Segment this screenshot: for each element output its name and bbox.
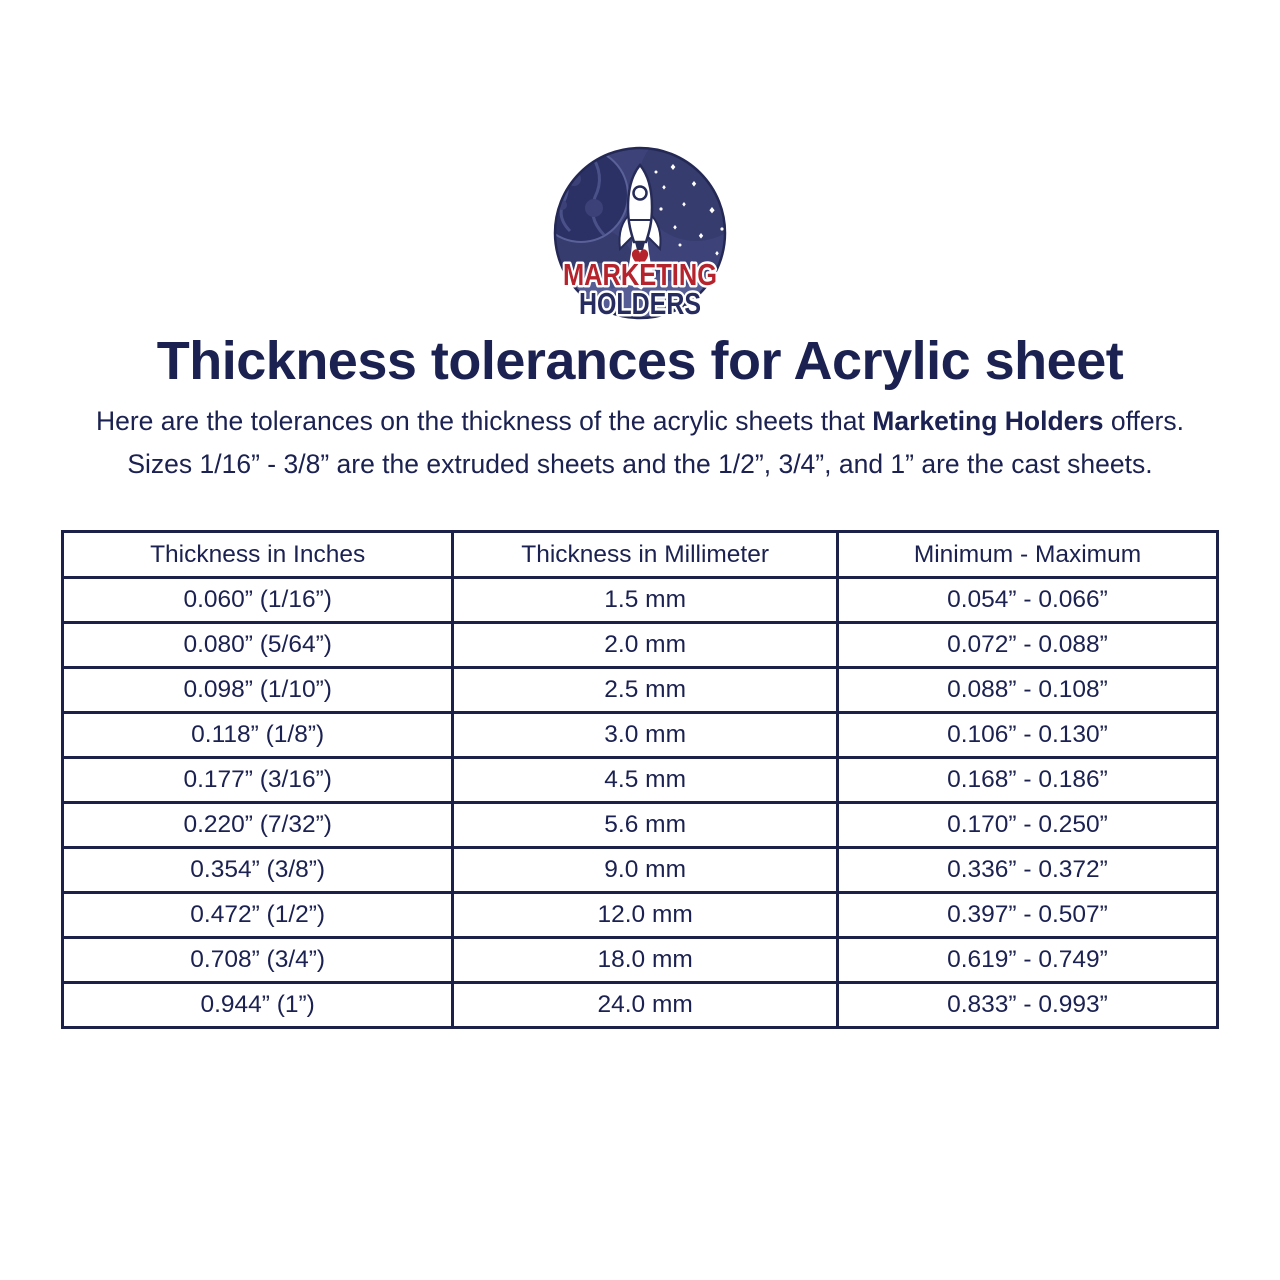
table-cell: 4.5 mm: [453, 758, 838, 803]
table-cell: 0.177” (3/16”): [63, 758, 453, 803]
table-row: [63, 893, 1218, 938]
table-cell: 0.354” (3/8”): [63, 848, 453, 893]
table-cell: 9.0 mm: [453, 848, 838, 893]
table-cell: 0.118” (1/8”): [63, 713, 453, 758]
column-header-min-max: Minimum - Maximum: [837, 532, 1217, 578]
table-row: [63, 938, 1218, 983]
table-row: [63, 758, 1218, 803]
table-cell: 0.098” (1/10”): [63, 668, 453, 713]
table-cell: 0.060” (1/16”): [63, 578, 453, 623]
logo: [0, 145, 1280, 325]
table-cell: 24.0 mm: [453, 983, 838, 1028]
table-cell: 0.944” (1”): [63, 983, 453, 1028]
table-cell: 0.708” (3/4”): [63, 938, 453, 983]
table-cell: 2.5 mm: [453, 668, 838, 713]
column-header-inches: Thickness in Inches: [63, 532, 453, 578]
rocket-planet-logo-icon: [544, 145, 736, 325]
table-row: [63, 668, 1218, 713]
table-row: [63, 578, 1218, 623]
table-row: [63, 623, 1218, 668]
intro-line1-prefix: Here are the tolerances on the thickness of the acrylic sheets that: [95, 406, 873, 436]
tolerance-table: [61, 530, 1219, 1029]
table-cell: 0.397” - 0.507”: [837, 893, 1217, 938]
table-cell: 0.106” - 0.130”: [837, 713, 1217, 758]
table-cell: 0.080” (5/64”): [63, 623, 453, 668]
table-cell: 0.220” (7/32”): [63, 803, 453, 848]
table-cell: 0.619” - 0.749”: [837, 938, 1217, 983]
table-row: [63, 713, 1218, 758]
table-cell: 12.0 mm: [453, 893, 838, 938]
table-cell: 0.833” - 0.993”: [837, 983, 1217, 1028]
column-header-millimeter: Thickness in Millimeter: [453, 532, 838, 578]
intro-line1-suffix: offers.: [1103, 406, 1184, 436]
table-row: [63, 983, 1218, 1028]
intro-brand-bold: Marketing Holders: [872, 406, 1104, 436]
table-cell: 5.6 mm: [453, 803, 838, 848]
table-cell: 3.0 mm: [453, 713, 838, 758]
table-cell: 0.170” - 0.250”: [837, 803, 1217, 848]
page-title: Thickness tolerances for Acrylic sheet: [156, 331, 1124, 391]
table-cell: 18.0 mm: [453, 938, 838, 983]
table-cell: 2.0 mm: [453, 623, 838, 668]
table-cell: 0.072” - 0.088”: [837, 623, 1217, 668]
table-cell: 0.336” - 0.372”: [837, 848, 1217, 893]
table-header-row: [63, 532, 1218, 578]
intro-paragraph: [0, 400, 1280, 486]
logo-wordmark-marketing: MARKETING: [563, 257, 717, 292]
table-row: [63, 803, 1218, 848]
table-cell: 1.5 mm: [453, 578, 838, 623]
intro-line2: Sizes 1/16” - 3/8” are the extruded sheets and the 1/2”, 3/4”, and 1” are the cast sheets.: [127, 448, 1153, 479]
table-cell: 0.168” - 0.186”: [837, 758, 1217, 803]
table-cell: 0.472” (1/2”): [63, 893, 453, 938]
table-cell: 0.054” - 0.066”: [837, 578, 1217, 623]
table-cell: 0.088” - 0.108”: [837, 668, 1217, 713]
logo-wordmark-holders: HOLDERS: [579, 286, 701, 321]
table-row: [63, 848, 1218, 893]
